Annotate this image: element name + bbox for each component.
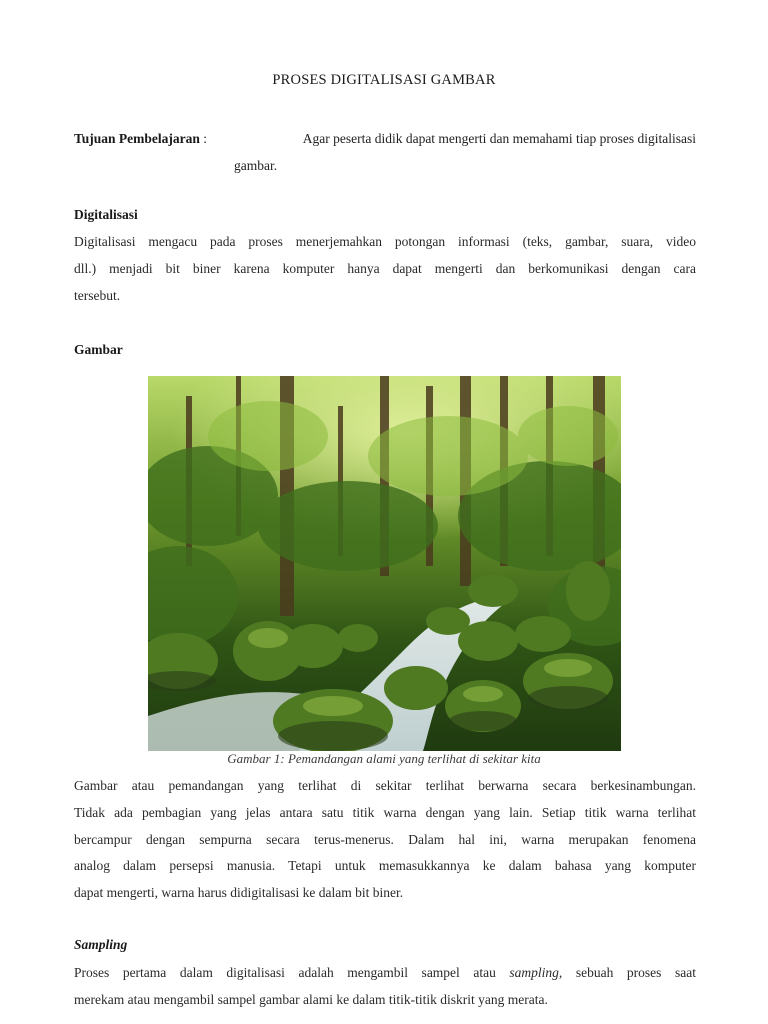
paragraph-line: merekam atau mengambil sampel gambar alami ke dalam titik-titik diskrit yang merata. xyxy=(74,991,548,1007)
heading-gambar: Gambar xyxy=(74,342,123,357)
sampling-text-after: sebuah proses saat xyxy=(562,965,696,980)
sampling-term: sampling, xyxy=(509,965,563,980)
paragraph-line: Tidak ada pembagian yang jelas antara satu titik warna dengan yang lain. Setiap titik warna terlihat xyxy=(74,804,696,820)
forest-stream-photo xyxy=(148,376,621,751)
paragraph-line: Gambar atau pemandangan yang terlihat di sekitar terlihat berwarna secara berkesinambungan. xyxy=(74,778,696,793)
paragraph-sampling xyxy=(74,960,696,1014)
learning-goal-row xyxy=(74,125,696,152)
paragraph-line: dll.) menjadi bit biner karena komputer hanya dapat mengerti dan berkomunikasi dengan cara xyxy=(74,260,696,276)
paragraph-line: analog dalam persepsi manusia. Tetapi untuk memasukkannya ke dalam bahasa yang komputer xyxy=(74,858,696,874)
learning-goal-separator: : xyxy=(203,131,208,146)
paragraph-line: dapat mengerti, warna harus didigitalisasi ke dalam bit biner. xyxy=(74,885,404,901)
paragraph-digitalisasi xyxy=(74,229,696,309)
heading-digitalisasi: Digitalisasi xyxy=(74,207,138,222)
paragraph-line: tersebut. xyxy=(74,287,121,303)
learning-goal-head xyxy=(74,125,207,152)
figure-caption: Gambar 1: Pemandangan alami yang terlihat di sekitar kita xyxy=(227,751,541,766)
paragraph-line: Digitalisasi mengacu pada proses menerjemahkan potongan informasi (teks, gambar, suara, video xyxy=(74,234,696,249)
learning-goal-text-line1: Agar peserta didik dapat mengerti dan memahami tiap proses digitalisasi xyxy=(302,131,696,146)
learning-goal-label: Tujuan Pembelajaran xyxy=(74,131,200,146)
document-title: PROSES DIGITALISASI GAMBAR xyxy=(272,72,496,88)
paragraph-line xyxy=(74,960,696,987)
learning-goal-text-line2: gambar. xyxy=(234,158,278,173)
paragraph-gambar xyxy=(74,773,696,907)
heading-sampling: Sampling xyxy=(74,937,128,952)
sampling-text-before: Proses pertama dalam digitalisasi adalah mengambil sampel atau xyxy=(74,965,510,980)
paragraph-line: bercampur dengan sempurna secara terus-menerus. Dalam hal ini, warna merupakan fenomena xyxy=(74,831,696,847)
learning-goal xyxy=(74,125,696,179)
